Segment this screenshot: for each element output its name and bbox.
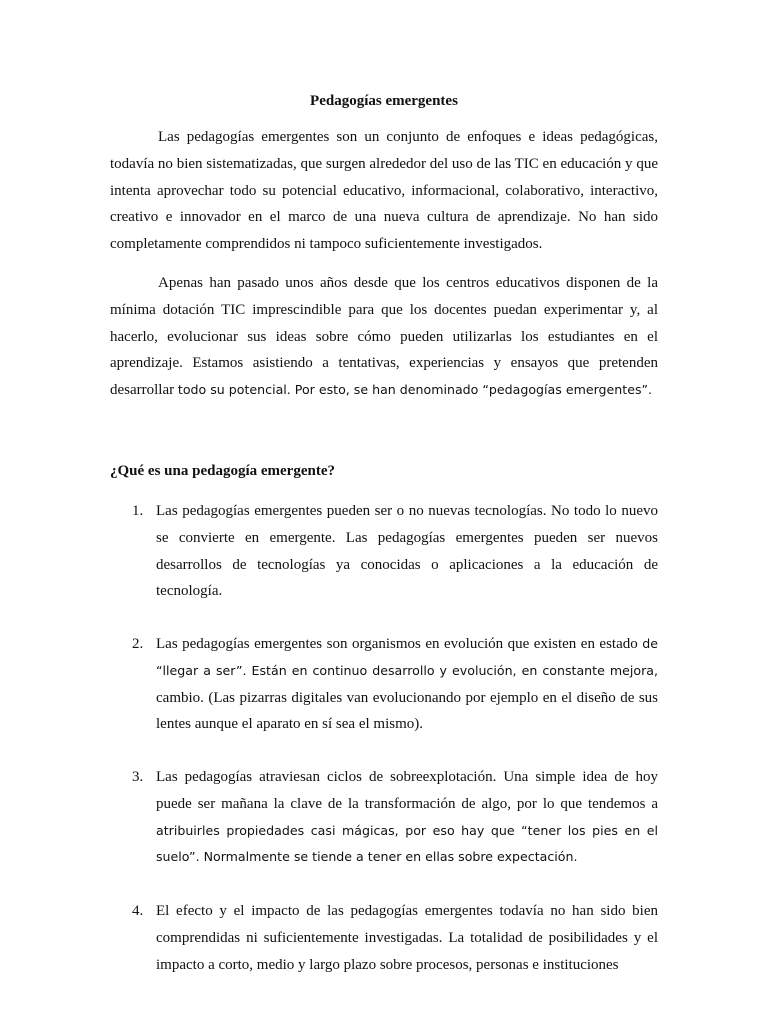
- list-item-text-part: Las pedagogías emergentes son organismos en evolución que existen en estado: [156, 636, 643, 652]
- section-heading: ¿Qué es una pedagogía emergente?: [110, 463, 335, 479]
- second-paragraph: [110, 270, 658, 404]
- intro-paragraph: Las pedagogías emergentes son un conjunto de enfoques e ideas pedagógicas, todavía no bien sistematizadas, que surgen alrededor del uso de las TIC en educación y que intenta aprovechar todo su potencial educativo, informacional, colaborativo, interactivo, creativo e innovador en el marco de una nueva cultura de aprendizaje. No han sido completamente comprendidos ni tampoco suficientemente investigados.: [110, 129, 658, 253]
- list-item-text-alt-font-part: atribuirles propiedades casi mágicas, por eso hay que “tener los pies en el suelo”. Normalmente se tiende a tener en ellas sobre expectación.: [156, 822, 658, 865]
- list-item-text-part: El efecto y el impacto de las pedagogías emergentes todavía no han sido bien comprendidas ni suficientemente investigadas. La totalidad de posibilidades y el impacto a corto, medio y largo plazo sobre procesos, personas e instituciones: [156, 903, 658, 973]
- list-item-text-part: Las pedagogías atraviesan ciclos de sobreexplotación. Una simple idea de hoy puede ser mañana la clave de la transformación de algo, por lo que tendemos a: [156, 769, 658, 812]
- list-item-text-part: Las pedagogías emergentes pueden ser o no nuevas tecnologías. No todo lo nuevo se convierte en emergente. Las pedagogías emergentes pueden ser nuevos desarrollos de tecnologías ya conocidas o aplicaciones a la educación de tecnología.: [156, 503, 658, 600]
- second-paragraph-alt-font-text: todo su potencial. Por esto, se han denominado “pedagogías emergentes”.: [177, 382, 653, 398]
- list-item-text: [156, 631, 658, 738]
- list-item-number: 4.: [132, 903, 144, 919]
- list-item-number: 1.: [132, 503, 144, 519]
- list-item-text: [156, 898, 658, 978]
- list-item-number: 3.: [132, 769, 144, 785]
- list-item-number: 2.: [132, 636, 144, 652]
- list-item-text-alt-font-part: de “llegar a ser”. Están en continuo desarrollo y evolución, en constante mejora,: [156, 636, 658, 678]
- document-title: Pedagogías emergentes: [310, 93, 458, 109]
- list-item-text-part: cambio. (Las pizarras digitales van evolucionando por ejemplo en el diseño de sus lentes aunque el aparato en sí sea el mismo).: [156, 689, 658, 733]
- second-paragraph-text: Apenas han pasado unos años desde que los centros educativos disponen de la mínima dotación TIC imprescindible para que los docentes puedan experimentar y, al hacerlo, evolucionar sus ideas sobre cómo pueden utilizarlas los estudiantes en el aprendizaje. Estamos asistiendo a tentativas, experiencias y ensayos que pretenden desarrollar: [110, 275, 658, 399]
- list-item-text: [156, 498, 658, 605]
- list-item-text: [156, 764, 658, 871]
